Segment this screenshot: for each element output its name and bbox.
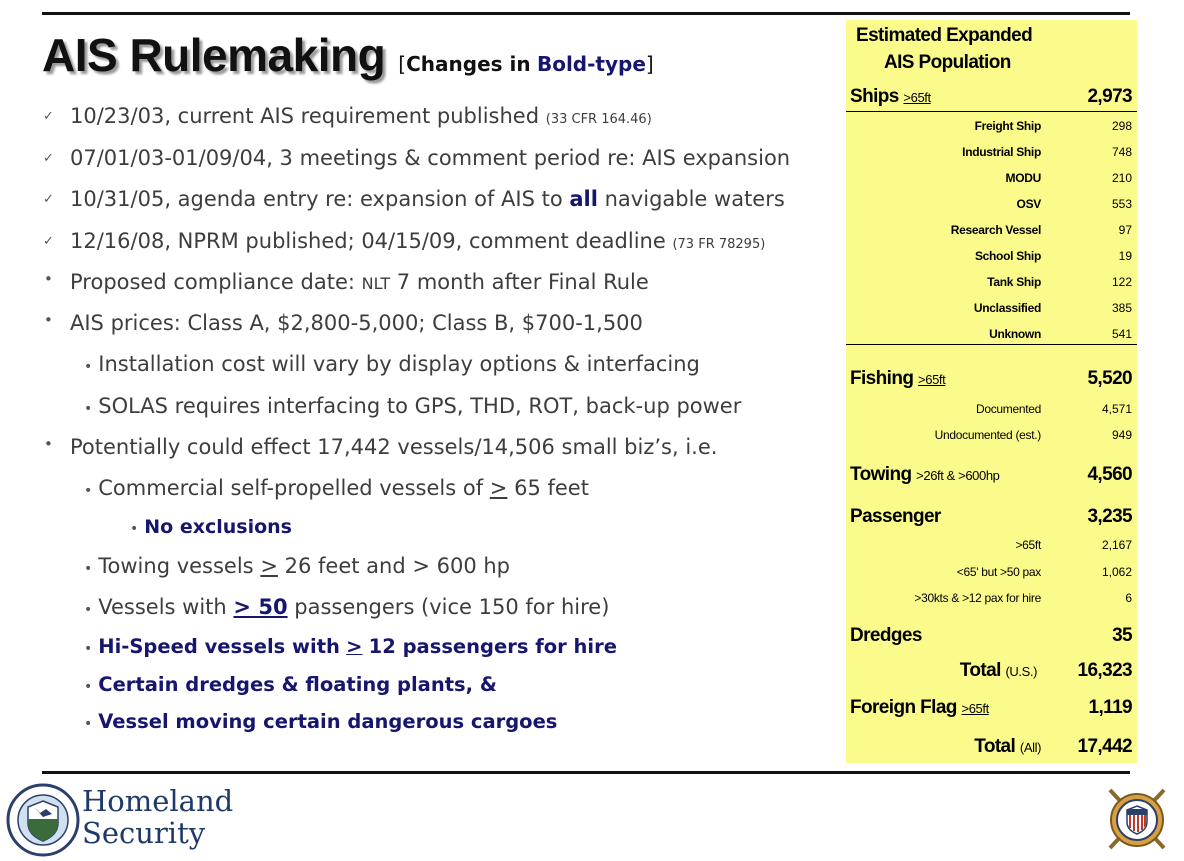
sub-bullet-dot: • bbox=[130, 521, 139, 537]
sub-bullet-dot: • bbox=[84, 561, 93, 577]
bullet-4 bbox=[43, 229, 766, 253]
subtitle-bold: Bold-type bbox=[536, 52, 646, 76]
towing-value: 4,560 bbox=[1087, 464, 1132, 485]
panel-row-value: 6 bbox=[1125, 591, 1132, 605]
bullet-7-text: Potentially could effect 17,442 vessels/14,506 small biz’s, i.e. bbox=[70, 435, 718, 459]
bullet-7c-post: passengers (vice 150 for hire) bbox=[294, 595, 610, 619]
panel-row-value: 1,062 bbox=[1101, 565, 1132, 579]
panel-title-2: AIS Population bbox=[884, 52, 1011, 73]
dredges-value: 35 bbox=[1112, 625, 1132, 646]
panel-row-value: 210 bbox=[1111, 171, 1132, 185]
dredges-label: Dredges bbox=[850, 625, 922, 646]
panel-row-value: 385 bbox=[1111, 301, 1132, 315]
foreign-label bbox=[850, 697, 989, 719]
panel-row-value: 541 bbox=[1111, 327, 1132, 341]
panel-row-label: Freight Ship bbox=[974, 119, 1041, 133]
bullet-7a1-text: No exclusions bbox=[144, 516, 292, 538]
uscg-emblem-icon bbox=[1100, 782, 1174, 858]
subtitle-prefix: [ bbox=[398, 52, 407, 76]
panel-row-label: Unknown bbox=[989, 327, 1041, 341]
subtitle-suffix: ] bbox=[645, 52, 654, 76]
bullet-7d bbox=[84, 635, 617, 658]
fishing-value: 5,520 bbox=[1087, 368, 1132, 389]
panel-row-label: Tank Ship bbox=[987, 275, 1041, 289]
panel-row-value: 553 bbox=[1111, 197, 1132, 211]
panel-row-label: >65ft bbox=[1015, 538, 1041, 552]
bullet-6 bbox=[44, 311, 643, 335]
panel-row-label: >30kts & >12 pax for hire bbox=[914, 591, 1041, 605]
sub-bullet-dot: • bbox=[84, 679, 93, 695]
bullet-3-pre: 10/31/05, agenda entry re: expansion of AIS to bbox=[70, 187, 563, 211]
bullet-7a1 bbox=[130, 516, 292, 538]
check-icon: ✓ bbox=[43, 109, 54, 124]
panel-row-value: 4,571 bbox=[1101, 402, 1132, 416]
towing-qualifier: >26ft & >600hp bbox=[916, 468, 1000, 483]
bullet-1-ref: (33 CFR 164.46) bbox=[545, 112, 652, 127]
sub-bullet-dot: • bbox=[84, 716, 93, 732]
sub-bullet-dot: • bbox=[84, 641, 93, 657]
panel-row-label: School Ship bbox=[974, 249, 1041, 263]
bullet-6a-text: Installation cost will vary by display options & interfacing bbox=[98, 352, 700, 376]
dhs-line-1: Homeland bbox=[82, 784, 234, 818]
sub-bullet-dot: • bbox=[84, 602, 93, 618]
sub-bullet-dot: • bbox=[84, 401, 93, 417]
panel-row-label: Documented bbox=[975, 402, 1041, 416]
foreign-label-text: Foreign Flag bbox=[850, 697, 957, 718]
bullet-7e-text: Certain dredges & floating plants, & bbox=[98, 673, 497, 696]
bullet-7c-sym: > 50 bbox=[233, 595, 288, 619]
bullet-dot: • bbox=[44, 270, 53, 288]
panel-row-value: 122 bbox=[1111, 275, 1132, 289]
dhs-line-2: Security bbox=[82, 816, 206, 850]
total-all-label-text: Total bbox=[974, 736, 1016, 757]
panel-title-1: Estimated Expanded bbox=[856, 25, 1033, 46]
bullet-3-post: navigable waters bbox=[604, 187, 785, 211]
bullet-2 bbox=[43, 146, 791, 170]
ships-label bbox=[850, 86, 931, 108]
bullet-7d-post: 12 passengers for hire bbox=[368, 635, 617, 658]
bullet-7d-pre: Hi-Speed vessels with bbox=[98, 635, 340, 658]
panel-row-value: 2,167 bbox=[1101, 538, 1132, 552]
bottom-rule bbox=[42, 771, 1130, 774]
bullet-7a-post: 65 feet bbox=[514, 476, 589, 500]
bullet-3 bbox=[43, 187, 785, 211]
dhs-seal-icon bbox=[6, 783, 80, 857]
subtitle-pre: Changes in bbox=[406, 52, 531, 76]
bullet-7c bbox=[84, 595, 609, 619]
subtitle bbox=[398, 52, 653, 76]
check-icon: ✓ bbox=[43, 192, 54, 207]
panel-row-label: <65' but >50 pax bbox=[956, 565, 1041, 579]
dhs-wordmark bbox=[82, 785, 233, 849]
bullet-7f-text: Vessel moving certain dangerous cargoes bbox=[98, 710, 558, 733]
total-us-label-text: Total bbox=[959, 660, 1001, 681]
passenger-label: Passenger bbox=[850, 506, 941, 527]
fishing-qualifier: >65ft bbox=[918, 372, 946, 387]
bullet-7b-sym: > bbox=[260, 554, 278, 578]
bullet-5-pre: Proposed compliance date: bbox=[70, 270, 355, 294]
bullet-5-small: NLT bbox=[361, 274, 391, 293]
bullet-7b bbox=[84, 554, 510, 578]
ships-qualifier: >65ft bbox=[903, 90, 931, 105]
sub-bullet-dot: • bbox=[84, 359, 93, 375]
panel-row-label: Industrial Ship bbox=[962, 145, 1041, 159]
foreign-value: 1,119 bbox=[1088, 697, 1132, 718]
bullet-1-text: 10/23/03, current AIS requirement published bbox=[70, 104, 540, 128]
bullet-7a-sym: > bbox=[489, 476, 508, 500]
passenger-value: 3,235 bbox=[1087, 506, 1132, 527]
bullet-7d-sym: > bbox=[346, 635, 363, 658]
panel-row-label: MODU bbox=[1005, 171, 1041, 185]
total-all-label bbox=[974, 736, 1041, 758]
bullet-dot: • bbox=[44, 435, 53, 453]
towing-label-text: Towing bbox=[850, 464, 912, 485]
fishing-label-text: Fishing bbox=[850, 368, 914, 389]
total-us-qualifier: (U.S.) bbox=[1005, 664, 1037, 679]
panel-row-value: 19 bbox=[1118, 249, 1132, 263]
page-title: AIS Rulemaking bbox=[42, 29, 386, 81]
check-icon: ✓ bbox=[43, 151, 54, 166]
total-us-label bbox=[960, 660, 1037, 682]
bullet-7b-post: 26 feet and > 600 hp bbox=[284, 554, 511, 578]
bullet-7b-pre: Towing vessels bbox=[98, 554, 254, 578]
bullet-4-text: 12/16/08, NPRM published; 04/15/09, comment deadline bbox=[70, 229, 666, 253]
towing-label bbox=[850, 464, 999, 486]
bullet-6b-text: SOLAS requires interfacing to GPS, THD, ROT, back-up power bbox=[98, 394, 742, 418]
bullet-5 bbox=[44, 270, 649, 294]
bullet-7a-pre: Commercial self-propelled vessels of bbox=[98, 476, 484, 500]
foreign-qualifier: >65ft bbox=[961, 701, 989, 716]
ships-value: 2,973 bbox=[1087, 86, 1132, 107]
bullet-6-text: AIS prices: Class A, $2,800-5,000; Class B, $700-1,500 bbox=[70, 311, 643, 335]
bullet-2-text: 07/01/03-01/09/04, 3 meetings & comment period re: AIS expansion bbox=[70, 146, 791, 170]
bullet-5-post: 7 month after Final Rule bbox=[396, 270, 649, 294]
panel-row-label: Undocumented (est.) bbox=[934, 428, 1041, 442]
total-all-value: 17,442 bbox=[1077, 736, 1132, 757]
bullet-7e bbox=[84, 673, 497, 696]
panel-row-value: 97 bbox=[1118, 223, 1132, 237]
total-us-value: 16,323 bbox=[1077, 660, 1132, 681]
ships-label-text: Ships bbox=[850, 86, 899, 107]
panel-row-value: 298 bbox=[1111, 119, 1132, 133]
bullet-7c-pre: Vessels with bbox=[98, 595, 227, 619]
population-panel bbox=[846, 20, 1137, 763]
fishing-label bbox=[850, 368, 945, 390]
panel-row-label: OSV bbox=[1016, 197, 1041, 211]
panel-row-label: Unclassified bbox=[973, 301, 1041, 315]
bullet-6a bbox=[84, 352, 700, 376]
panel-row-label: Research Vessel bbox=[950, 223, 1041, 237]
bullet-7 bbox=[44, 435, 718, 459]
panel-row-value: 949 bbox=[1111, 428, 1132, 442]
check-icon: ✓ bbox=[43, 234, 54, 249]
panel-divider bbox=[846, 111, 1137, 112]
bullet-6b bbox=[84, 394, 741, 418]
sub-bullet-dot: • bbox=[84, 483, 93, 499]
panel-row-value: 748 bbox=[1111, 145, 1132, 159]
bullet-7a bbox=[84, 476, 589, 500]
bullet-7f bbox=[84, 710, 557, 733]
bullet-3-bold: all bbox=[569, 187, 598, 211]
total-all-qualifier: (All) bbox=[1019, 740, 1041, 755]
title-block bbox=[42, 28, 654, 82]
bullet-1 bbox=[43, 104, 652, 128]
bullet-dot: • bbox=[44, 311, 53, 329]
panel-divider bbox=[846, 344, 1137, 345]
top-rule bbox=[42, 12, 1130, 15]
bullet-4-ref: (73 FR 78295) bbox=[672, 237, 766, 252]
